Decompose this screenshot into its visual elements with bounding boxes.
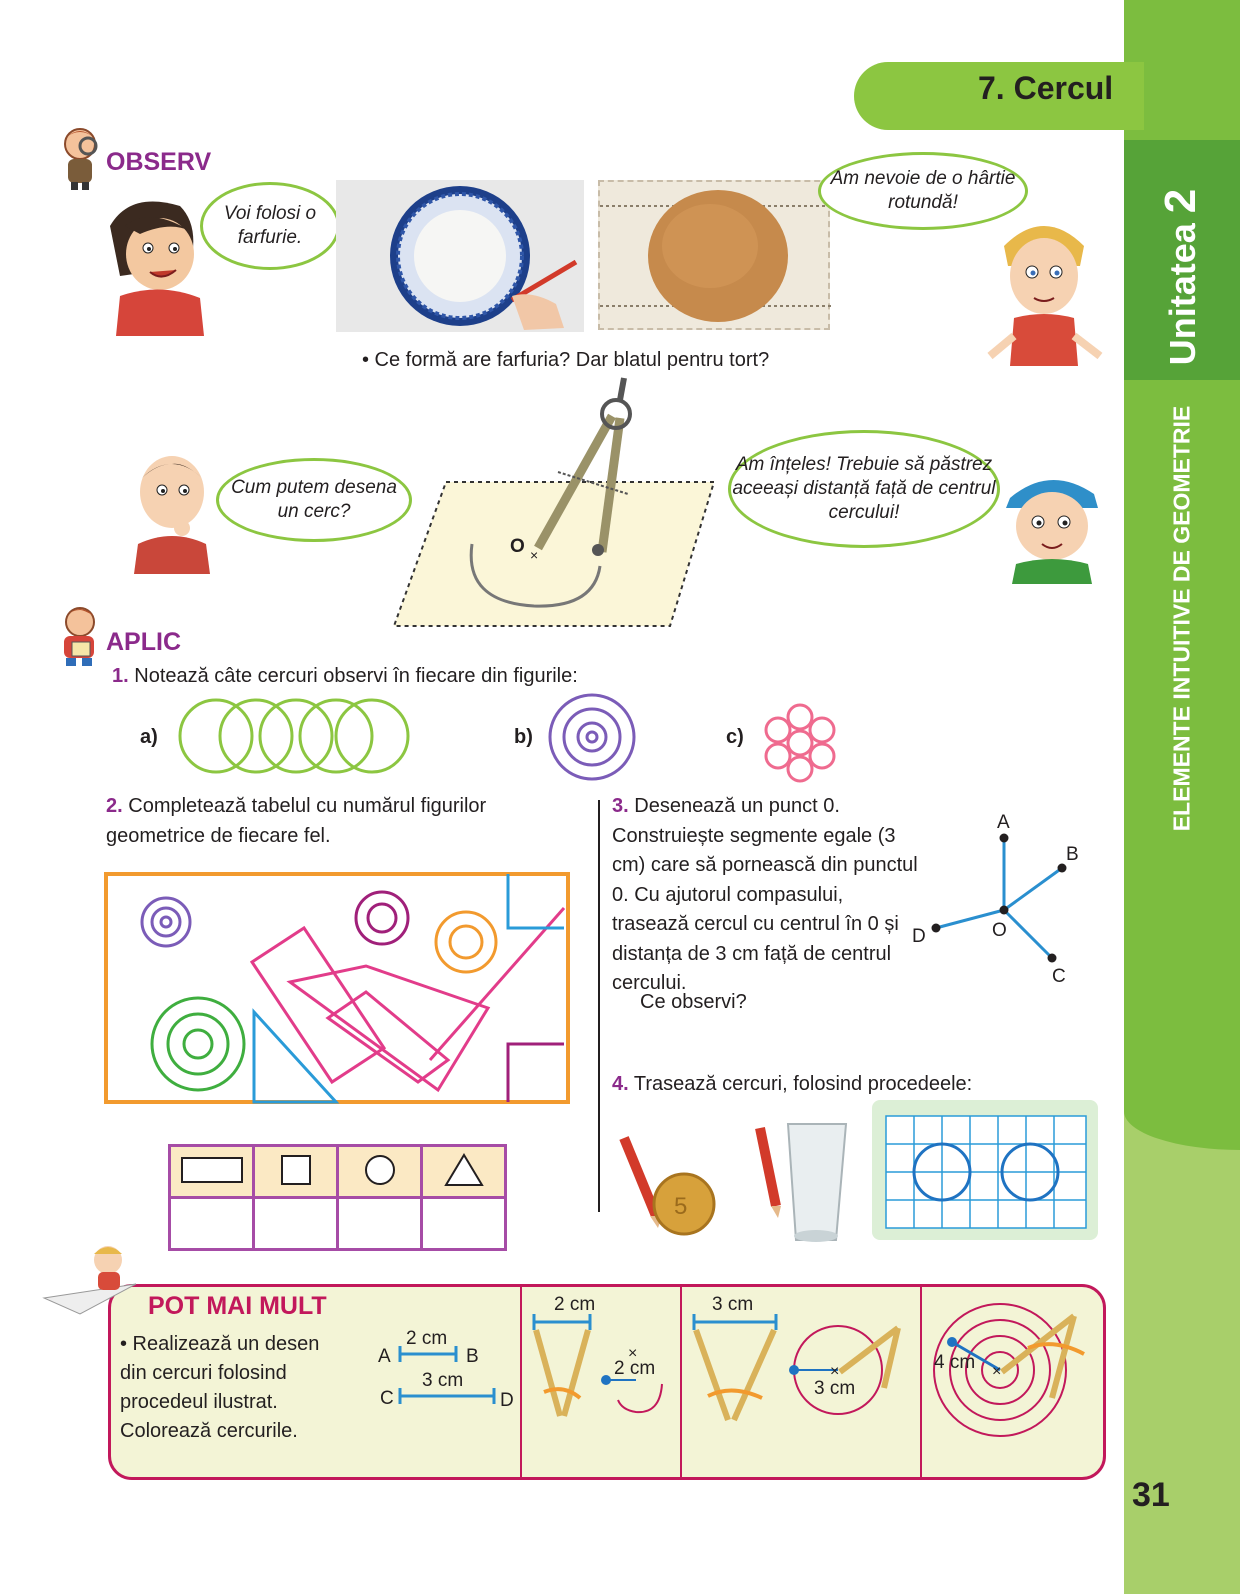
girl-character-illustration	[100, 196, 210, 336]
point-a-label: A	[997, 812, 1010, 833]
triangle-shape-icon	[422, 1146, 506, 1198]
step3-radius-label: 4 cm	[934, 1352, 976, 1373]
extra-challenge-heading: POT MAI MULT	[148, 1292, 327, 1320]
square-shape-icon	[254, 1146, 338, 1198]
column-divider	[598, 800, 600, 1212]
compass-center-label: O	[510, 536, 525, 557]
lesson-title: 7. Cercul	[978, 70, 1114, 106]
apply-heading: APLIC	[106, 628, 181, 656]
plate-photo	[336, 180, 584, 332]
apply-mascot-icon	[56, 606, 102, 668]
speech-bubble-boy-understood: Am înțeles! Trebuie să păstrez aceeași distanță față de centrul cercului!	[728, 430, 1000, 548]
unit-theme: ELEMENTE INTUITIVE DE GEOMETRIE	[1168, 405, 1195, 832]
step1-compass-2cm	[524, 1288, 678, 1476]
svg-text:×: ×	[628, 1345, 638, 1362]
grid-paper-panel	[872, 1100, 1098, 1240]
figure-b-concentric-circles	[544, 692, 640, 782]
answer-cell-triangles[interactable]	[422, 1198, 506, 1250]
task2-text: 2. Completează tabelul cu numărul figurilor geometrice de fiecare fel.	[106, 795, 487, 847]
reference-segments	[370, 1316, 520, 1426]
pencil-and-glass-illustration	[748, 1120, 858, 1248]
task3-segments-figure	[908, 806, 1090, 996]
step3-compass-4cm	[924, 1288, 1102, 1476]
speech-bubble-girl-plate: Voi folosi o farfurie.	[200, 182, 340, 270]
compass-drawing-illustration	[388, 376, 718, 632]
step2-compass-3cm	[684, 1288, 916, 1476]
segment-a-label: A	[378, 1346, 391, 1367]
point-d-label: D	[912, 926, 926, 947]
page-number: 31	[1132, 1476, 1170, 1514]
boy-cap-illustration	[996, 464, 1106, 584]
segment-c-label: C	[380, 1388, 394, 1409]
figure-c-flower-circles	[754, 700, 846, 786]
circle-shape-icon	[338, 1146, 422, 1198]
point-o-label: O	[992, 920, 1007, 941]
answer-cell-circles[interactable]	[338, 1198, 422, 1250]
point-c-label: C	[1052, 966, 1066, 987]
task3-question: Ce observi?	[640, 991, 747, 1013]
svg-text:×: ×	[830, 1363, 840, 1380]
segment-d-label: D	[500, 1390, 514, 1411]
task2-answer-table	[168, 1144, 507, 1251]
step2-length-label: 3 cm	[712, 1294, 754, 1315]
pencil-and-coin-illustration	[610, 1132, 720, 1244]
extra-challenge-text: • Realizează un desen din cercuri folosind procedeul ilustrat. Colorează cercurile.	[120, 1333, 320, 1442]
task4-text: 4. Trasează cercuri, folosind procedeele:	[612, 1073, 973, 1095]
girl-paper-plane-illustration	[40, 1240, 140, 1320]
task2-shapes-figure	[104, 872, 570, 1104]
girl-pigtails-illustration	[984, 206, 1104, 376]
table-answer-row	[170, 1198, 506, 1250]
speech-bubble-girl-paper: Am nevoie de o hârtie rotundă!	[818, 152, 1028, 230]
observe-heading: OBSERV	[106, 148, 212, 176]
segment-ab-length: 2 cm	[406, 1328, 448, 1349]
segment-b-label: B	[466, 1346, 479, 1367]
step-divider-1	[520, 1284, 522, 1480]
step1-length-label: 2 cm	[554, 1294, 596, 1315]
point-b-label: B	[1066, 844, 1079, 865]
boy-thinking-illustration	[124, 448, 220, 574]
step2-radius-label: 3 cm	[814, 1378, 856, 1399]
segment-cd-length: 3 cm	[422, 1370, 464, 1391]
answer-cell-squares[interactable]	[254, 1198, 338, 1250]
answer-cell-rectangles[interactable]	[170, 1198, 254, 1250]
task1-text: 1. Notează câte cercuri observi în fiecare din figurile:	[112, 665, 578, 687]
cake-photo	[598, 180, 830, 330]
rectangle-shape-icon	[170, 1146, 254, 1198]
step1-radius-label: 2 cm	[614, 1358, 656, 1379]
svg-text:5: 5	[674, 1193, 688, 1220]
figure-a-overlapping-circles	[174, 696, 414, 776]
figure-c-label: c)	[726, 726, 744, 748]
figure-a-label: a)	[140, 726, 158, 748]
figure-b-label: b)	[514, 726, 533, 748]
svg-text:×: ×	[530, 547, 539, 563]
observe-question: • Ce formă are farfuria? Dar blatul pentru tort?	[362, 349, 770, 371]
table-header-row	[170, 1146, 506, 1198]
observer-mascot-icon	[58, 126, 102, 190]
svg-text:×: ×	[992, 1363, 1002, 1380]
step-divider-3	[920, 1284, 922, 1480]
unit-label: Unitatea 2	[1156, 188, 1205, 366]
step-divider-2	[680, 1284, 682, 1480]
speech-bubble-boy-question: Cum putem desena un cerc?	[216, 458, 412, 542]
task3-text: 3. Desenează un punct 0. Construiește segmente egale (3 cm) care să pornească din punctul 0. Cu ajutorul compasului, trasează cercul cu centrul în 0 și distanța de 3 cm față de centrul cercului.	[612, 795, 918, 994]
